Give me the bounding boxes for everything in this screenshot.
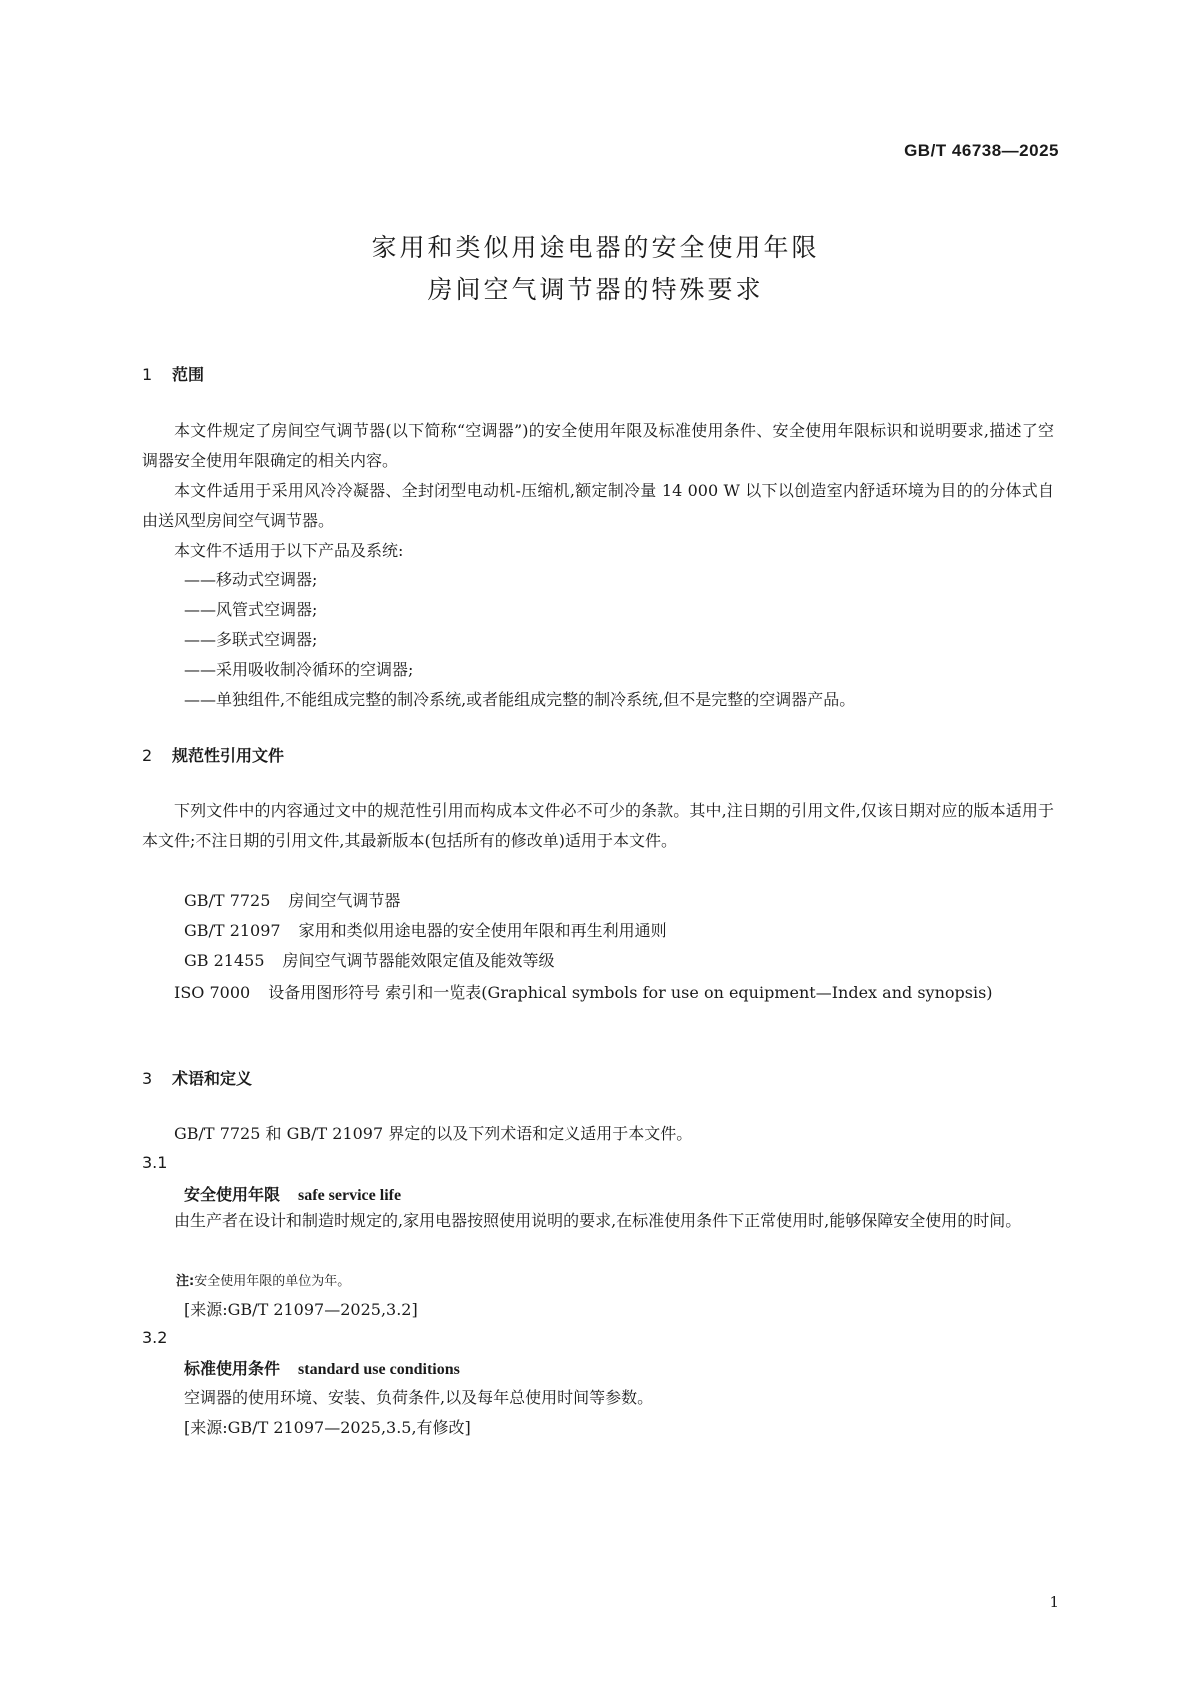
reference-entry	[142, 978, 1054, 1008]
section-3-heading	[142, 1066, 252, 1089]
reference-title: 家用和类似用途电器的安全使用年限和再生利用通则	[298, 921, 667, 940]
exclusion-item: ——采用吸收制冷循环的空调器;	[184, 660, 414, 679]
document-title-line-1: 家用和类似用途电器的安全使用年限	[371, 233, 820, 262]
scope-paragraph-2: 本文件适用于采用风冷冷凝器、全封闭型电动机-压缩机,额定制冷量 14 000 W 以下以创造室内舒适环境为目的的分体式自由送风型房间空气调节器。	[142, 481, 1054, 530]
page-number: 1	[1049, 1593, 1059, 1611]
note-text: 安全使用年限的单位为年。	[194, 1274, 351, 1289]
term-english: safe service life	[298, 1187, 402, 1204]
exclusion-item: ——移动式空调器;	[184, 570, 318, 589]
reference-title: 房间空气调节器能效限定值及能效等级	[282, 951, 555, 970]
terms-intro-paragraph: GB/T 7725 和 GB/T 21097 界定的以及下列术语和定义适用于本文件。	[174, 1124, 693, 1143]
term-number: 3.2	[142, 1328, 168, 1347]
section-title: 范围	[172, 365, 205, 384]
term-note	[176, 1270, 350, 1289]
section-number: 3	[142, 1069, 153, 1088]
term-source: [来源:GB/T 21097—2025,3.5,有修改]	[184, 1418, 471, 1437]
reference-entry	[184, 888, 400, 911]
note-label: 注:	[176, 1274, 195, 1289]
document-title-line-2: 房间空气调节器的特殊要求	[427, 275, 764, 304]
section-title: 规范性引用文件	[172, 746, 285, 765]
term-definition: 由生产者在设计和制造时规定的,家用电器按照使用说明的要求,在标准使用条件下正常使用时,能够保障安全使用的时间。	[174, 1211, 1022, 1230]
section-1-heading	[142, 362, 204, 385]
exclusion-item: ——风管式空调器;	[184, 600, 318, 619]
reference-code: GB/T 21097	[184, 921, 281, 940]
section-2-heading	[142, 743, 284, 766]
reference-entry	[184, 918, 667, 941]
term-heading	[184, 1182, 401, 1205]
reference-title: 房间空气调节器	[288, 891, 401, 910]
section-number: 1	[142, 365, 153, 384]
reference-title: 设备用图形符号 索引和一览表(Graphical symbols for use on equipment—Index and synopsis)	[268, 983, 993, 1002]
exclusion-item: ——多联式空调器;	[184, 630, 318, 649]
scope-paragraph-3: 本文件不适用于以下产品及系统:	[174, 541, 404, 560]
term-chinese: 标准使用条件	[184, 1359, 281, 1378]
reference-code: ISO 7000	[174, 983, 251, 1002]
document-number: GB/T 46738—2025	[904, 141, 1059, 160]
term-definition: 空调器的使用环境、安装、负荷条件,以及每年总使用时间等参数。	[184, 1388, 654, 1407]
term-number: 3.1	[142, 1153, 168, 1172]
scope-paragraph-1: 本文件规定了房间空气调节器(以下简称“空调器”)的安全使用年限及标准使用条件、安全使用年限标识和说明要求,描述了空调器安全使用年限确定的相关内容。	[142, 421, 1054, 470]
reference-code: GB 21455	[184, 951, 265, 970]
reference-code: GB/T 7725	[184, 891, 271, 910]
section-number: 2	[142, 746, 153, 765]
section-title: 术语和定义	[172, 1069, 253, 1088]
term-heading	[184, 1356, 460, 1379]
exclusion-item: ——单独组件,不能组成完整的制冷系统,或者能组成完整的制冷系统,但不是完整的空调器产品。	[184, 690, 856, 709]
reference-entry	[184, 948, 555, 971]
references-paragraph: 下列文件中的内容通过文中的规范性引用而构成本文件必不可少的条款。其中,注日期的引用文件,仅该日期对应的版本适用于本文件;不注日期的引用文件,其最新版本(包括所有的修改单)适用于本文件。	[142, 801, 1054, 850]
term-chinese: 安全使用年限	[184, 1185, 281, 1204]
term-english: standard use conditions	[298, 1361, 460, 1378]
term-source: [来源:GB/T 21097—2025,3.2]	[184, 1300, 418, 1319]
